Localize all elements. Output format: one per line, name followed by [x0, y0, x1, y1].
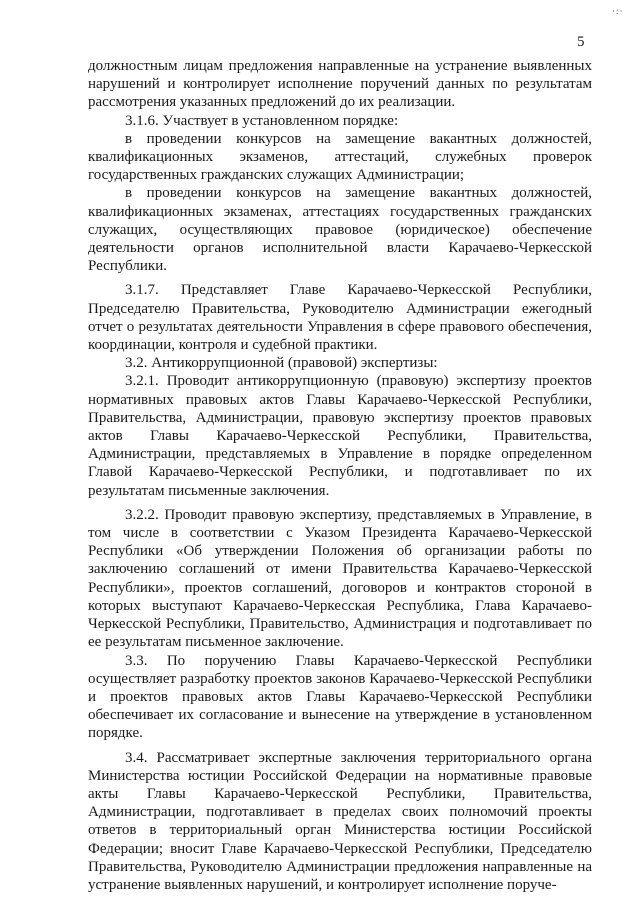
paragraph-3-1-6: 3.1.6. Участвует в установленном порядке: — [125, 112, 399, 129]
paragraph-3-4: 3.4. Рассматривает экспертные заключения территориального органа Министерства юстиции Российской Федерации на нормативные правовые акты Главы Карачаево-Черкесской Республики, Правительства, Администрации, подготавливает в пределах своих полномочий проекты ответов в территориальный орган Министерства юстиции Российской Федерации; вносит Главе Карачаево-Черкесской Республики, Председателю Правительства, Руководителю Администрации предложения направленные на устранение выявленных нарушений, и контролирует исполнение поруче- — [88, 749, 592, 893]
paragraph-continuation: должностным лицам предложения направленные на устранение выявленных нарушений и контролирует исполнение поручений данных по результатам рассмотрения указанных предложений до их реализации. — [88, 58, 592, 111]
paragraph-3-2: 3.2. Антикоррупционной (правовой) экспертизы: — [125, 355, 438, 372]
paragraph-3-1-6-item-1: в проведении конкурсов на замещение вакантных должностей, квалификационных экзаменов, аттестаций, служебных проверок государственных гражданских служащих Администрации; — [88, 130, 592, 184]
corner-scan-mark: ·:· — [612, 6, 624, 16]
page-number: 5 — [577, 34, 585, 50]
paragraph-3-2-2: 3.2.2. Проводит правовую экспертизу, представляемых в Управление, в том числе в соответствии с Указом Президента Карачаево-Черкесской Республики «Об утверждении Положения об организации работы по заключению соглашений от имени Правительства Карачаево-Черкесской Республики», проектов соглашений, договоров и контрактов стороной в которых выступают Карачаево-Черкесская Республика, Глава Карачаево-Черкесской Республики, Правительство, Администрация и подготавливает по ее результатам письменное заключение. — [88, 506, 592, 651]
paragraph-3-1-6-item-2: в проведении конкурсов на замещение вакантных должностей, квалификационных экзаменах, аттестациях государственных гражданских служащих, осуществляющих правовое (юридическое) обеспечение деятельности органов исполнительной власти Карачаево-Черкесской Республики. — [88, 185, 592, 275]
paragraph-3-2-1: 3.2.1. Проводит антикоррупционную (правовую) экспертизу проектов нормативных правовых актов Главы Карачаево-Черкесской Республики, Правительства, Администрации, правовую экспертизу проектов правовых актов Главы Карачаево-Черкесской Республики, Правительства, Администрации, представляемых в Управление в порядке определенном Главой Карачаево-Черкесской Республики, и подготавливает по их результатам письменные заключения. — [88, 373, 592, 499]
paragraph-3-3: 3.3. По поручению Главы Карачаево-Черкесской Республики осуществляет разработку проектов законов Карачаево-Черкесской Республики и проектов правовых актов Главы Карачаево-Черкесской Республики обеспечивает их согласование и вынесение на утверждение в установленном порядке. — [88, 652, 592, 742]
document-body — [88, 57, 592, 894]
paragraph-3-1-7: 3.1.7. Представляет Главе Карачаево-Черкесской Республики, Председателю Правительства, Руководителю Администрации ежегодный отчет о результатах деятельности Управления в сфере правового обеспечения, координации, контроля и судебной практики. — [88, 282, 592, 354]
